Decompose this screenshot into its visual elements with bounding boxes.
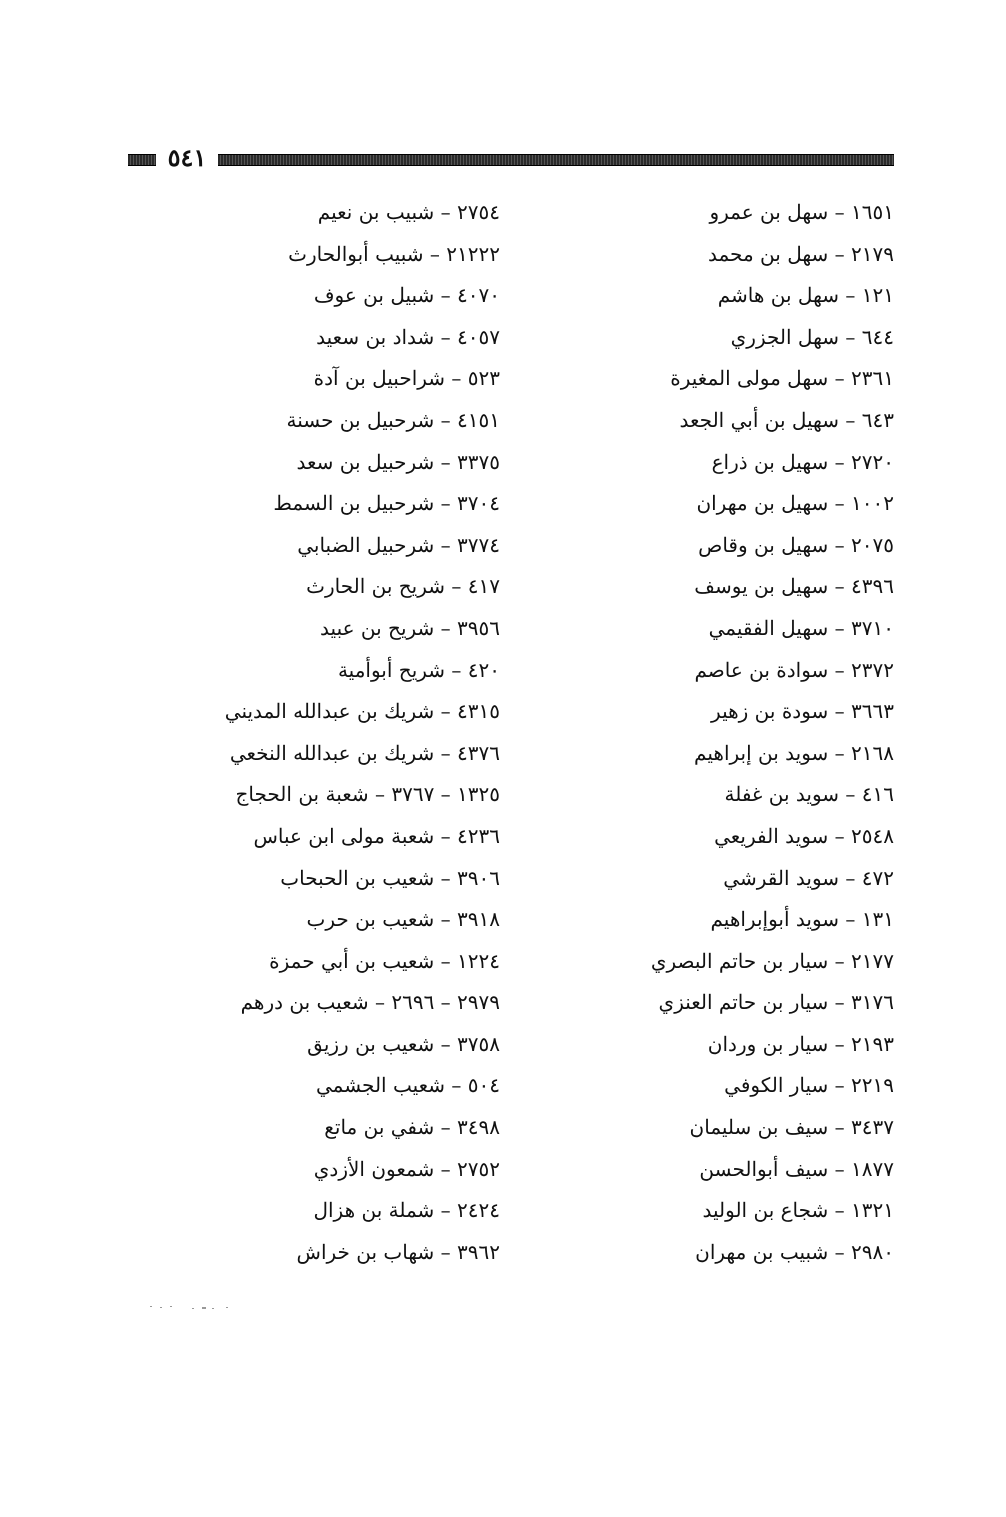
index-entry: ٢١٦٨ – سويد بن إبراهيم — [694, 740, 894, 765]
index-entry: ١٣١ – سويد أبوإبراهيم — [710, 907, 894, 932]
index-entry: ٤١٦ – سويد بن غفلة — [724, 782, 894, 807]
index-entry: ٢٠٧٥ – سهيل بن وقاص — [698, 532, 894, 557]
index-entry: ١٢٢٤ – شعيب بن أبي حمزة — [269, 948, 500, 973]
index-entry: ٢٧٢٠ – سهيل بن ذراع — [711, 449, 894, 474]
index-entry: ٦٤٤ – سهل الجزري — [730, 324, 894, 349]
index-entry: ٣٧٧٤ – شرحبيل الضبابي — [297, 532, 500, 557]
index-entry: ٣٩٥٦ – شريح بن عبيد — [320, 615, 500, 640]
index-entry: ٣٧٥٨ – شعيب بن رزيق — [307, 1031, 500, 1056]
index-entry: ٤٠٥٧ – شداد بن سعيد — [316, 324, 500, 349]
index-entry: ٢٥٤٨ – سويد الفريعي — [714, 823, 894, 848]
index-entry: ١٨٧٧ – سيف أبوالحسن — [699, 1156, 894, 1181]
index-column-left — [200, 192, 500, 1273]
index-entry: ٤٣٧٦ – شريك بن عبدالله النخعي — [229, 740, 500, 765]
index-entry: ٢٣٦١ – سهل مولى المغيرة — [670, 366, 894, 391]
index-entry: ٤٧٢ – سويد القرشي — [723, 865, 894, 890]
index-entry: ٥٢٣ – شراحبيل بن آدة — [313, 366, 500, 391]
index-entry: ١٠٠٢ – سهيل بن مهران — [696, 491, 894, 516]
index-entry: ٢٣٧٢ – سوادة بن عاصم — [694, 657, 894, 682]
index-entry: ٣٩٦٢ – شهاب بن خراش — [296, 1239, 500, 1264]
index-entry: ٢١٧٩ – سهل بن محمد — [708, 241, 894, 266]
index-entry: ٤٠٧٠ – شبيل بن عوف — [313, 283, 500, 308]
index-entry: ٥٠٤ – شعيب الجشمي — [315, 1073, 500, 1098]
index-column-right — [594, 192, 894, 1273]
index-entry: ٣٤٩٨ – شفي بن ماتع — [324, 1115, 500, 1140]
index-entry: ٢٢١٩ – سيار الكوفي — [724, 1073, 894, 1098]
index-entry: ٣٩١٨ – شعيب بن حرب — [306, 907, 500, 932]
index-entry: ٦٤٣ – سهيل بن أبي الجعد — [679, 407, 894, 432]
index-entry: ٢٤٢٤ – شملة بن هزال — [313, 1198, 500, 1223]
index-entry: ٤١٧ – شريح بن الحارث — [306, 574, 500, 599]
index-entry: ٣٧٠٤ – شرحبيل بن السمط — [273, 491, 500, 516]
header-rule — [218, 154, 894, 166]
index-entry: ٤٢٠ – شريح أبوأمية — [337, 657, 500, 682]
page-header — [128, 143, 894, 172]
index-entry: ٢١٧٧ – سيار بن حاتم البصري — [650, 948, 894, 973]
index-entry: ٣١٧٦ – سيار بن حاتم العنزي — [658, 990, 894, 1015]
index-entry: ٣٩٠٦ – شعيب بن الحبحاب — [280, 865, 500, 890]
index-entry: ٣٦٦٣ – سودة بن زهير — [711, 699, 894, 724]
page-number: ٥٤١ — [167, 143, 207, 172]
index-entry: ١٢١ – سهل بن هاشم — [717, 283, 894, 308]
index-entry: ٣٧١٠ – سهيل الفقيمي — [708, 615, 894, 640]
index-entry: ٢١٩٣ – سيار بن وردان — [707, 1031, 894, 1056]
index-entry: ٤٣٩٦ – سهيل بن يوسف — [694, 574, 894, 599]
index-entry: ٣٤٣٧ – سيف بن سليمان — [689, 1115, 894, 1140]
index-entry: ١٦٥١ – سهل بن عمرو — [709, 200, 894, 224]
index-entry: ٢١٢٢٢ – شبيب أبوالحارث — [288, 241, 500, 266]
index-entry: ٤٣١٥ – شريك بن عبدالله المديني — [224, 699, 500, 724]
index-entry: ٤٢٣٦ – شعبة مولى ابن عباس — [253, 823, 500, 848]
index-entry: ٣٣٧٥ – شرحبيل بن سعد — [296, 449, 500, 474]
index-entry: ١٣٢١ – شجاع بن الوليد — [702, 1198, 894, 1223]
header-rule-left — [128, 154, 156, 166]
index-entry: ٤١٥١ – شرحبيل بن حسنة — [286, 407, 500, 432]
scan-specks — [150, 1302, 240, 1314]
index-entry: ٢٩٨٠ – شبيب بن مهران — [695, 1239, 894, 1264]
index-entry: ٢٧٥٢ – شمعون الأزدي — [313, 1156, 500, 1181]
index-entry: ٢٩٧٩ – ٢٦٩٦ – شعيب بن درهم — [240, 990, 500, 1015]
index-entry: ٢٧٥٤ – شبيب بن نعيم — [317, 200, 500, 224]
index-entry: ١٣٢٥ – ٣٧٦٧ – شعبة بن الحجاج — [235, 782, 500, 807]
